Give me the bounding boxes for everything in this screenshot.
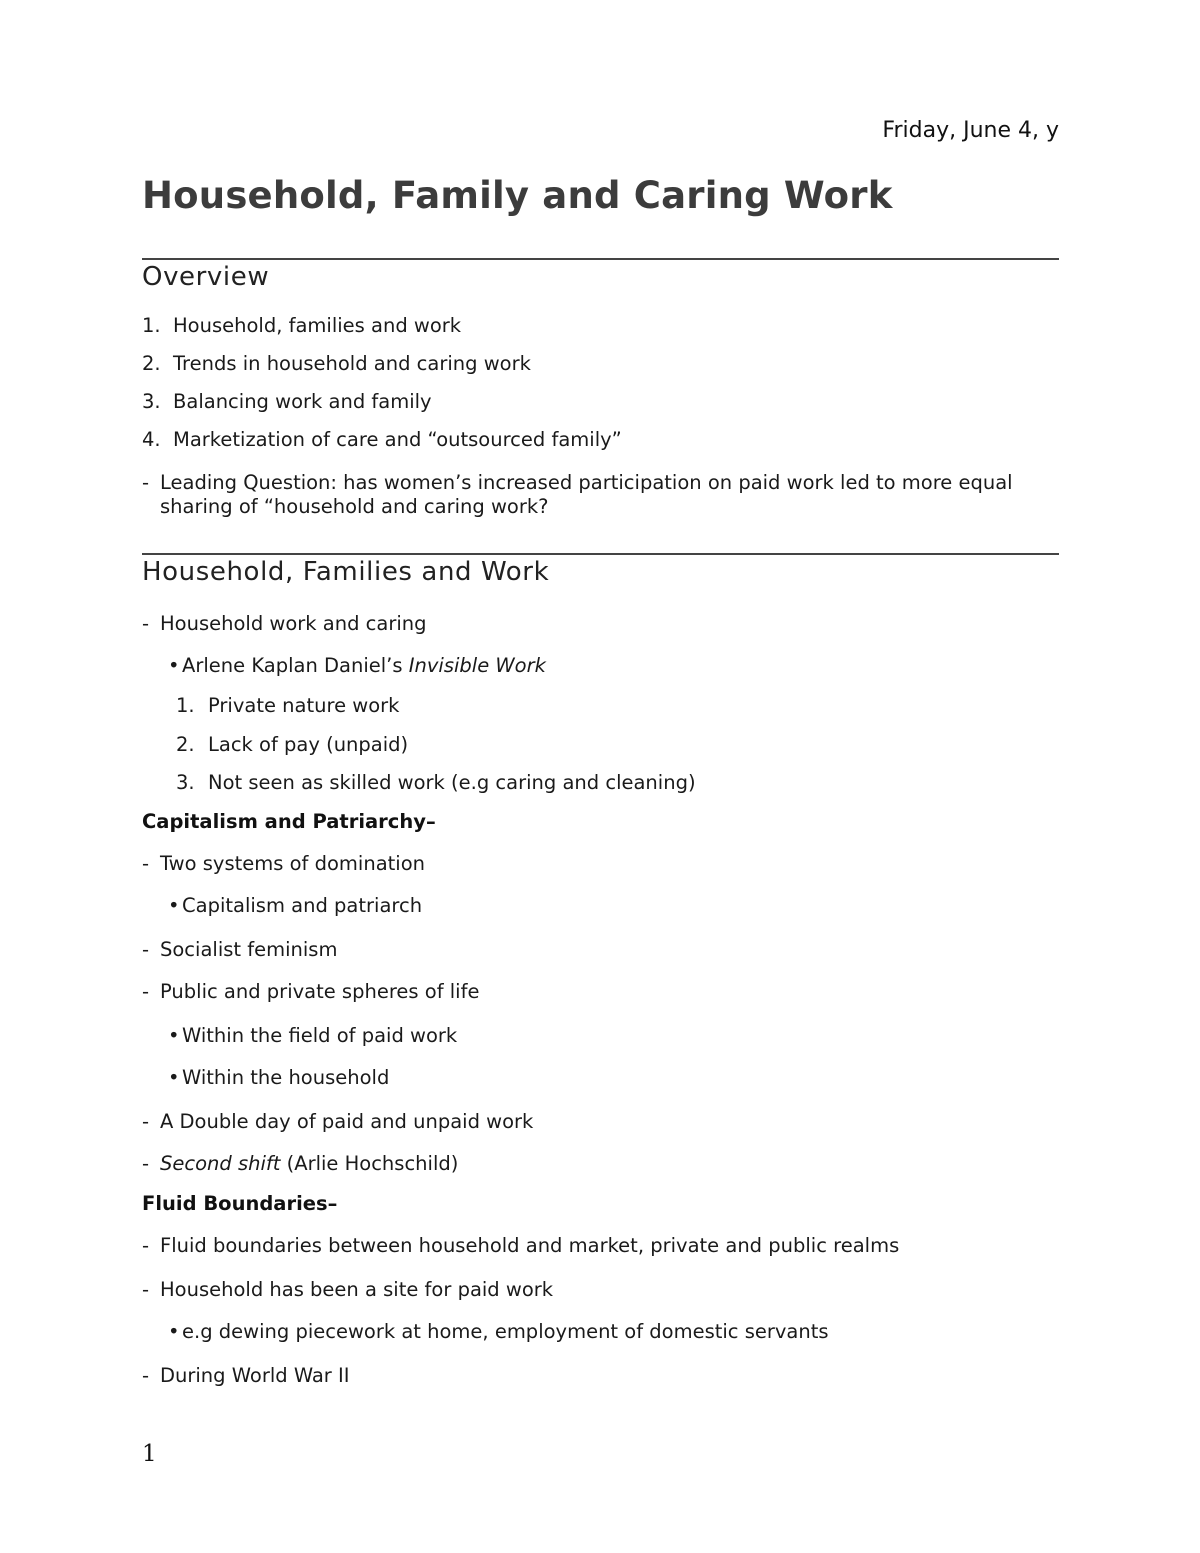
- list-item: 3. Not seen as skilled work (e.g caring and cleaning): [176, 771, 696, 794]
- section-heading: Household, Families and Work: [142, 557, 550, 587]
- list-item: 3. Balancing work and family: [142, 390, 432, 413]
- list-item: - A Double day of paid and unpaid work: [142, 1110, 534, 1133]
- list-item: • Within the field of paid work: [168, 1024, 458, 1047]
- list-item: 1. Private nature work: [176, 694, 400, 717]
- list-item: - Public and private spheres of life: [142, 980, 480, 1003]
- dash-marker: -: [142, 471, 150, 494]
- document-date: Friday, June 4, y: [882, 118, 1059, 143]
- list-item: • e.g dewing piecework at home, employment of domestic servants: [168, 1320, 829, 1343]
- subheading-capitalism: Capitalism and Patriarchy–: [142, 810, 436, 833]
- list-item: 4. Marketization of care and “outsourced family”: [142, 428, 622, 451]
- list-item: - During World War II: [142, 1364, 350, 1387]
- list-item: • Capitalism and patriarch: [168, 894, 423, 917]
- list-item: - Socialist feminism: [142, 938, 338, 961]
- list-item: 1. Household, families and work: [142, 314, 462, 337]
- list-item: • Within the household: [168, 1066, 390, 1089]
- list-item: - Household work and caring: [142, 612, 427, 635]
- leading-question: - Leading Question: has women’s increased participation on paid work led to more equal sharing of “household and caring work?: [142, 471, 1013, 518]
- list-item: - Two systems of domination: [142, 852, 425, 875]
- section-divider: [142, 258, 1059, 260]
- list-item: • Arlene Kaplan Daniel’s Invisible Work: [168, 654, 546, 677]
- overview-heading: Overview: [142, 262, 270, 292]
- subheading-fluid-boundaries: Fluid Boundaries–: [142, 1192, 338, 1215]
- list-item: 2. Lack of pay (unpaid): [176, 733, 409, 756]
- page-number: 1: [142, 1441, 157, 1467]
- list-item: - Second shift (Arlie Hochschild): [142, 1152, 459, 1175]
- list-item: 2. Trends in household and caring work: [142, 352, 531, 375]
- list-item: - Fluid boundaries between household and market, private and public realms: [142, 1234, 900, 1257]
- section-divider: [142, 553, 1059, 555]
- book-title: Invisible Work: [408, 654, 546, 677]
- document-title: Household, Family and Caring Work: [142, 174, 893, 217]
- list-item: - Household has been a site for paid work: [142, 1278, 554, 1301]
